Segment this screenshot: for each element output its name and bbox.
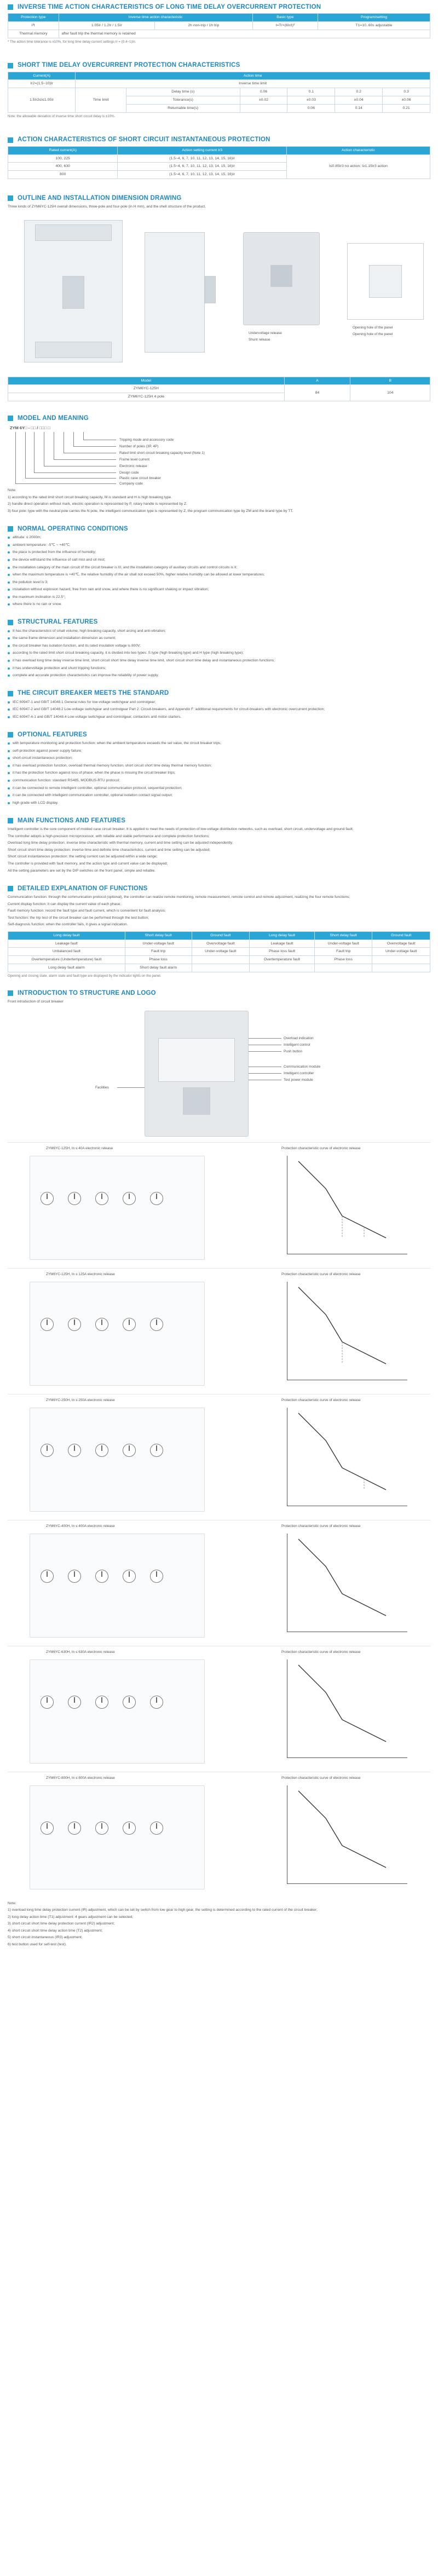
table-header: Model — [8, 377, 285, 385]
section-detail — [8, 883, 430, 981]
table-cell: Under-voltage fault — [372, 948, 430, 956]
list-item: altitude: ≤ 2000m; — [8, 535, 430, 541]
table-cell: Phase loss — [125, 956, 192, 964]
table-cell: after fault trip the thermal memory is retained — [59, 30, 430, 38]
table-header: B — [350, 377, 430, 385]
list-item: IEC 60947-4-1 and GB/T 14048.4 Low-voltage switchgear and controlgear, contactors and motor-starters. — [8, 714, 430, 721]
breaker-photo-handle — [270, 265, 292, 287]
instantaneous-table — [8, 146, 430, 179]
panel-chart-title: Protection characteristic curve of electronic release — [281, 1650, 361, 1654]
release-panel — [8, 1142, 430, 1268]
table-cell: Leakage fault — [250, 940, 315, 948]
section-conditions — [8, 523, 430, 607]
paragraph: The controller adopts a high-precision microprocessor, with reliable and stable performance and complete protection functions; — [8, 834, 210, 838]
dial-knob[interactable] — [95, 1192, 108, 1205]
section-long-delay — [8, 0, 430, 47]
section-model — [8, 412, 430, 514]
table-cell — [192, 964, 250, 972]
panel-title: ZYM6YC-125H, In ≤ 40A electronic release — [46, 1146, 113, 1150]
note-item: 2) handle direct operation without mark, electric operation is represented by P, rotary handle is represented by Z. — [8, 502, 187, 506]
dial-knob[interactable] — [41, 1444, 54, 1457]
section-title: NORMAL OPERATING CONDITIONS — [18, 526, 128, 533]
section-structure — [8, 616, 430, 679]
table-cell: Fault trip — [314, 948, 372, 956]
table-cell: Unbalanced fault — [8, 948, 125, 956]
paragraph: Intelligent controller is the core component of molded case circuit breaker. It is applied to meet the needs of protection of low-voltage distribution networks, such as overload, short circuit, undervoltage and ground fault; — [8, 827, 354, 832]
characteristic-curve — [287, 1156, 407, 1254]
table-cell: (1.5~4, 6, 7, 10, 11, 12, 13, 14, 15, 16)Ir — [118, 171, 286, 179]
list-item: the pollution level is 3; — [8, 580, 430, 586]
outline-drawing — [8, 210, 430, 374]
table-cell: Returnable time(s) — [126, 104, 240, 112]
list-item: the device withstand the influence of salt mist and oil mist; — [8, 557, 430, 563]
characteristic-curve — [287, 1534, 407, 1632]
model-code: ZYM 6Y□ - □□ / □□□ □ — [10, 425, 50, 431]
shunt-label: Shunt release — [249, 337, 270, 342]
main-functions-text — [8, 827, 430, 874]
model-item: Electronic release — [119, 464, 147, 469]
list-item: according to the rated limit short circuit breaking capacity, it is divided into two types: S type (high breaking type) and H type (high breaking type); — [8, 650, 430, 656]
list-item: IEC 60947-2 and GB/T 14048.2 Low-voltage switchgear and controlgear Part 2: Circuit-breakers, and Appendix F: additional requirements for circuit-breakers with electronic overcurrent protection; — [8, 707, 430, 713]
logo-label: Communication module — [284, 1064, 321, 1069]
table-cell: 0.06 — [287, 104, 335, 112]
controller-face — [30, 1534, 205, 1638]
curve-svg — [287, 1659, 408, 1758]
breaker-handle — [183, 1087, 210, 1115]
controller-face — [30, 1408, 205, 1512]
dial-knob[interactable] — [68, 1318, 81, 1331]
logo-label: Facilities — [95, 1085, 109, 1090]
logo-caption: Front introduction of circuit breaker — [8, 999, 64, 1004]
curve-svg — [287, 1534, 408, 1632]
table-header: Long delay fault — [250, 931, 315, 940]
note-title: Note: — [8, 1901, 16, 1905]
panel-title: ZYM6YC-125H, In ≤ 125A electronic release — [46, 1272, 115, 1276]
table-header: Action time — [76, 72, 430, 80]
section-marker-icon — [8, 195, 13, 201]
model-diagram — [8, 424, 430, 486]
table-cell: 800 — [8, 171, 118, 179]
section-title: INVERSE TIME ACTION CHARACTERISTICS OF LONG TIME DELAY OVERCURRENT PROTECTION — [18, 3, 321, 10]
section-title: INTRODUCTION TO STRUCTURE AND LOGO — [18, 989, 156, 996]
list-item: short-circuit instantaneous protection; — [8, 756, 430, 762]
panel-chart-title: Protection characteristic curve of electronic release — [281, 1524, 361, 1528]
table-cell — [250, 964, 315, 972]
table-cell: Under-voltage fault — [192, 948, 250, 956]
release-panel — [8, 1520, 430, 1646]
curve-svg — [287, 1156, 408, 1254]
list-item: where there is no rain or snow. — [8, 602, 430, 608]
list-item: it has undervoltage protection and shunt tripping functions; — [8, 666, 430, 672]
dial-knob[interactable] — [95, 1822, 108, 1835]
table-cell: Under-voltage fault — [314, 940, 372, 948]
dial-knob[interactable] — [95, 1570, 108, 1583]
release-panel — [8, 1772, 430, 1898]
table-cell: Overvoltage fault — [372, 940, 430, 948]
controller-face — [30, 1156, 205, 1260]
list-item: high grade with LCD display. — [8, 800, 430, 806]
controller-face — [30, 1659, 205, 1764]
paragraph: Communication function: through the communication protocol (optional), the controller can realize remote monitoring, remote measurement, remote control and remote adjustment, realizing the four remote functions; — [8, 895, 350, 900]
section-title: MODEL AND MEANING — [18, 414, 89, 422]
model-notes — [8, 488, 430, 514]
breaker-side-view — [145, 232, 205, 353]
table-cell: 100, 225 — [8, 154, 118, 163]
breaker-handle — [62, 276, 84, 309]
table-cell: Overvoltage fault — [192, 940, 250, 948]
table-cell: t=Tr×(6Ir/I)² — [252, 21, 318, 30]
note-item: 6) test button used for self-test (test). — [8, 1942, 67, 1946]
panel-opening-label: Opening hole of the panel — [353, 325, 393, 330]
dial-knob[interactable] — [123, 1318, 136, 1331]
table-cell: Inverse time limit — [76, 80, 430, 88]
characteristic-curve — [287, 1659, 407, 1758]
table-header: Short delay fault — [125, 931, 192, 940]
dial-knob[interactable] — [41, 1696, 54, 1709]
table-header: Current(A) — [8, 72, 76, 80]
footer-notes — [8, 1901, 430, 1948]
table-header: Basic type — [252, 14, 318, 22]
dial-knob[interactable] — [41, 1318, 54, 1331]
note-item: 3) short circuit short time delay protection current (IR2) adjustment; — [8, 1922, 115, 1926]
paragraph: Short circuit instantaneous protection: the setting current can be adjusted within a wide range; — [8, 855, 158, 859]
optional-list — [8, 741, 430, 806]
list-item: It has the characteristics of small volume, high breaking capacity, short arcing and anti-vibration; — [8, 629, 430, 635]
controller-face — [30, 1785, 205, 1889]
section-marker-icon — [8, 886, 13, 891]
controller-face — [30, 1282, 205, 1386]
section-marker-icon — [8, 137, 13, 143]
table-header: Action setting current Ir3 — [118, 146, 286, 154]
list-item: it can be connected to remote intelligent controller, optional communication protocol, sequential protection; — [8, 786, 430, 792]
note-item: 4) short circuit short time delay action time (T2) adjustment; — [8, 1928, 103, 1933]
note-item: 1) according to the rated limit short circuit breaking capacity, M is standard and H is high breaking type. — [8, 495, 172, 499]
dial-knob[interactable] — [95, 1444, 108, 1457]
paragraph: All the setting parameters are set by the DIP switches on the front panel, simple and reliable. — [8, 868, 155, 873]
table-cell: (1.5~4, 6, 7, 10, 11, 12, 13, 14, 15, 16)Ir — [118, 163, 286, 171]
list-item: it has the protection function against loss of phase; when the phase is missing the circuit breaker trips; — [8, 770, 430, 776]
model-item: Rated limit short circuit breaking capacity level (Note 1) — [119, 451, 205, 456]
release-panel — [8, 1268, 430, 1394]
breaker-side-handle — [205, 276, 216, 303]
section-marker-icon — [8, 620, 13, 625]
curve-svg — [287, 1408, 408, 1506]
table-cell: Long delay fault alarm — [8, 964, 125, 972]
standards-list — [8, 700, 430, 721]
panel-chart-title: Protection characteristic curve of electronic release — [281, 1272, 361, 1276]
list-item: it has overload protection function, overload thermal memory function, short circuit short time delay thermal memory function; — [8, 763, 430, 769]
section-title: OPTIONAL FEATURES — [18, 731, 87, 738]
section-marker-icon — [8, 63, 13, 68]
table-note: * The action time tolerance is ±10%, for long time delay current settings Ir = (0.4~1)In. — [8, 39, 136, 44]
table-cell: Under-voltage fault — [125, 940, 192, 948]
table-cell: 104 — [350, 385, 430, 401]
list-item: it has overload long time delay inverse time limit, short circuit short time delay inverse time limit, short circuit short time delay and instantaneous protection functions; — [8, 658, 430, 664]
table-cell — [314, 964, 372, 972]
table-cell: 84 — [284, 385, 350, 401]
conditions-list — [8, 535, 430, 607]
table-cell: 2h non-trip / 1h trip — [155, 21, 253, 30]
section-marker-icon — [8, 526, 13, 532]
logo-label: Overload indication — [284, 1036, 314, 1040]
dial-knob[interactable] — [123, 1570, 136, 1583]
table-cell: Overtemperature (Undertemperature) fault — [8, 956, 125, 964]
model-item: Tripping mode and accessory code — [119, 438, 174, 442]
table-header: Short delay fault — [314, 931, 372, 940]
table-cell: Time limit — [76, 88, 126, 113]
paragraph: Current display function: it can display the current value of each phase; — [8, 902, 122, 906]
table-cell: I≤0.85Ir3 no action; I≥1.15Ir3 action — [286, 154, 430, 179]
dial-knob[interactable] — [68, 1822, 81, 1835]
panel-chart-title: Protection characteristic curve of electronic release — [281, 1146, 361, 1150]
long-delay-table — [8, 13, 430, 38]
table-header: Rated current(A) — [8, 146, 118, 154]
panel-title: ZYM6YC-800H, In ≤ 800A electronic release — [46, 1776, 115, 1780]
panel-title: ZYM6YC-630H, In ≤ 630A electronic release — [46, 1650, 115, 1654]
section-marker-icon — [8, 732, 13, 737]
logo-label: Test power module — [284, 1077, 313, 1082]
table-cell: 0.2 — [335, 88, 383, 96]
dial-knob[interactable] — [150, 1822, 163, 1835]
list-item: the place is protected from the influence of humidity; — [8, 550, 430, 556]
characteristic-curve — [287, 1282, 407, 1380]
release-panels — [8, 1142, 430, 1898]
table-cell: ZYM6YC-125H — [8, 385, 285, 393]
note-title: Note: — [8, 488, 16, 493]
table-cell: Tolerance(s) — [126, 96, 240, 105]
note-item: 3) four pole: type with the neutral pole carries the N pole, the intelligent communication type is represented by Z, the program communication type by ZM and the brand type by TT. — [8, 509, 293, 513]
dial-knob[interactable] — [123, 1696, 136, 1709]
model-item: Design code — [119, 471, 139, 475]
table-cell: Delay time (s) — [126, 88, 240, 96]
table-cell: T1=10..60s adjustable — [318, 21, 430, 30]
table-cell: Leakage fault — [8, 940, 125, 948]
dial-knob[interactable] — [150, 1192, 163, 1205]
structure-list — [8, 629, 430, 679]
dial-knob[interactable] — [41, 1570, 54, 1583]
table-cell: ±0.03 — [287, 96, 335, 105]
section-title: SHORT TIME DELAY OVERCURRENT PROTECTION CHARACTERISTICS — [18, 62, 240, 69]
dial-knob[interactable] — [41, 1822, 54, 1835]
section-title: ACTION CHARACTERISTICS OF SHORT CIRCUIT INSTANTANEOUS PROTECTION — [18, 136, 270, 143]
table-header: Action characteristic — [286, 146, 430, 154]
table-cell: ±0.06 — [383, 96, 430, 105]
table-header: Protection type — [8, 14, 59, 22]
logo-label: Intelligent control — [284, 1042, 310, 1047]
breaker-terminals-bottom — [35, 342, 112, 358]
table-header: Long delay fault — [8, 931, 125, 940]
table-header: A — [284, 377, 350, 385]
dial-knob[interactable] — [150, 1318, 163, 1331]
table-cell: ZYM6YC-125H 4 pole — [8, 393, 285, 401]
paragraph: Self-diagnosis function: when the controller fails, it gives a signal indication. — [8, 923, 128, 927]
table-cell: Overtemperature fault — [250, 956, 315, 964]
fault-table — [8, 931, 430, 972]
dial-knob[interactable] — [95, 1318, 108, 1331]
paragraph: Test function: the trip test of the circuit breaker can be performed through the test button; — [8, 915, 149, 920]
table-header: Program/setting — [318, 14, 430, 22]
table-note: Note: the allowable deviation of inverse time short circuit delay is ±10%. — [8, 114, 116, 118]
table-cell: Thermal memory — [8, 30, 59, 38]
section-title: STRUCTURAL FEATURES — [18, 619, 98, 626]
paragraph: Fault memory function: record the fault type and fault current, which is convenient for fault analysis; — [8, 909, 166, 913]
curve-svg — [287, 1282, 408, 1380]
section-structure-logo — [8, 987, 430, 1947]
dial-knob[interactable] — [41, 1192, 54, 1205]
list-item: ambient temperature: -5℃ ~ +40℃; — [8, 543, 430, 549]
model-item: Plastic case circuit breaker — [119, 476, 162, 481]
list-item: complete and accurate protection characteristics can improve the reliability of power supply. — [8, 673, 430, 679]
panel-title: ZYM6YC-250H, In ≤ 250A electronic release — [46, 1398, 115, 1402]
table-cell: Ir2=(1.5~10)Ir — [8, 80, 76, 88]
list-item: the circuit breaker has isolation function, and its rated insulation voltage is 800V; — [8, 643, 430, 649]
note-item: 5) short circuit instantaneous (IR3) adjustment; — [8, 1935, 83, 1940]
logo-label: Push button — [284, 1049, 303, 1053]
characteristic-curve — [287, 1785, 407, 1884]
table-cell: 0.06 — [240, 88, 287, 96]
undervoltage-label: Undervoltage release — [249, 331, 282, 335]
curve-svg — [287, 1785, 408, 1884]
table-cell: 0.3 — [383, 88, 430, 96]
table-cell: 1.05Ir / 1.2Ir / 1.5Ir — [59, 21, 155, 30]
section-outline — [8, 192, 430, 401]
table-cell: Phase loss — [314, 956, 372, 964]
table-header: Ground fault — [372, 931, 430, 940]
model-item: Number of poles (3P, 4P) — [119, 445, 159, 449]
note-item: 2) long delay action time (T1) adjustment: 4 gears adjustment can be selected; — [8, 1915, 134, 1919]
section-marker-icon — [8, 818, 13, 823]
table-cell: (1.5~4, 6, 7, 10, 11, 12, 13, 14, 15, 16)Ir — [118, 154, 286, 163]
outline-caption: Three kinds of ZYM6YC-125H overall dimensions, three-pole and four-pole (in H mm), and the shell structure of the product. — [8, 205, 206, 209]
dial-knob[interactable] — [123, 1822, 136, 1835]
list-item: with temperature monitoring and protection function: when the ambient temperature exceeds the set value, the circuit breaker trips; — [8, 741, 430, 747]
table-cell: ±0.02 — [240, 96, 287, 105]
paragraph: Short circuit short time delay protection: inverse time and definite time characteristics, current and time setting can be adjusted; — [8, 848, 211, 852]
table-cell: 0.1 — [287, 88, 335, 96]
table-cell: Phase loss fault — [250, 948, 315, 956]
dial-knob[interactable] — [95, 1696, 108, 1709]
table-note: Opening and closing state, alarm state and fault type are displayed by the indicator lights on the panel. — [8, 974, 162, 978]
dial-knob[interactable] — [68, 1696, 81, 1709]
panel-chart-title: Protection characteristic curve of electronic release — [281, 1776, 361, 1780]
section-marker-icon — [8, 691, 13, 696]
release-panel — [8, 1394, 430, 1520]
paragraph: The controller is provided with fault memory, and the action type and current value can be displayed; — [8, 861, 168, 866]
list-item: the same-frame dimension and installation dimension as current; — [8, 636, 430, 642]
section-marker-icon — [8, 990, 13, 996]
table-cell: 400, 630 — [8, 163, 118, 171]
model-item: Frame level current — [119, 458, 150, 462]
controller-panel — [158, 1038, 235, 1082]
table-cell — [192, 956, 250, 964]
section-title: OUTLINE AND INSTALLATION DIMENSION DRAWING — [18, 194, 182, 201]
front-introduction — [8, 1005, 430, 1142]
table-cell: I²t — [8, 21, 59, 30]
dial-knob[interactable] — [150, 1444, 163, 1457]
section-short-delay — [8, 60, 430, 121]
paragraph: Overload long time delay protection: inverse time characteristic with thermal memory, current and time setting can be adjusted independently; — [8, 841, 233, 845]
table-header: Inverse time action characteristic — [59, 14, 252, 22]
dial-knob[interactable] — [150, 1696, 163, 1709]
detail-text — [8, 895, 430, 928]
dial-knob[interactable] — [123, 1444, 136, 1457]
section-main-functions — [8, 815, 430, 874]
table-cell — [240, 104, 287, 112]
section-optional — [8, 729, 430, 806]
section-title: MAIN FUNCTIONS AND FEATURES — [18, 817, 126, 824]
section-marker-icon — [8, 416, 13, 421]
table-cell: Fault trip — [125, 948, 192, 956]
section-title: DETAILED EXPLANATION OF FUNCTIONS — [18, 885, 148, 892]
model-item: Company code — [119, 482, 143, 486]
panel-opening-hole — [369, 265, 402, 298]
table-cell: 1.5Ir2≤I≤1.05Ir — [8, 88, 76, 113]
list-item: communication function: standard RS485, MODBUS-RTU protocol; — [8, 778, 430, 784]
table-cell: Short delay fault alarm — [125, 964, 192, 972]
list-item: IEC 60947-1 and GB/T 14048.1 General rules for low-voltage switchgear and controlgear; — [8, 700, 430, 706]
dial-knob[interactable] — [150, 1570, 163, 1583]
section-title: THE CIRCUIT BREAKER MEETS THE STANDARD — [18, 690, 169, 697]
dial-knob[interactable] — [123, 1192, 136, 1205]
release-panel — [8, 1646, 430, 1772]
table-cell: 0.14 — [335, 104, 383, 112]
list-item: it can be connected with intelligent communication controller, optional isolation contact signal output; — [8, 793, 430, 799]
logo-label: Intelligent controller — [284, 1071, 314, 1075]
panel-opening-label-2: Opening hole of the panel — [353, 332, 393, 336]
panel-chart-title: Protection characteristic curve of electronic release — [281, 1398, 361, 1402]
panel-title: ZYM6YC-400H, In ≤ 400A electronic release — [46, 1524, 115, 1528]
list-item: installation without explosion hazard, free from rain and snow, and where there is no significant shaking or impact vibration; — [8, 587, 430, 593]
characteristic-curve — [287, 1408, 407, 1506]
short-delay-table — [8, 72, 430, 113]
section-instantaneous — [8, 134, 430, 179]
table-cell — [372, 964, 430, 972]
note-item: 1) overload long time delay protection current (IR) adjustment, which can be set by switch from low gear to high gear, the setting is determined according to the rated current of the circuit breaker; — [8, 1908, 318, 1912]
list-item: the maximum inclination is 22.5°; — [8, 595, 430, 601]
table-cell — [372, 956, 430, 964]
section-marker-icon — [8, 4, 13, 10]
dial-knob[interactable] — [68, 1570, 81, 1583]
table-header: Ground fault — [192, 931, 250, 940]
section-standards — [8, 688, 430, 721]
list-item: the installation category of the main circuit of the circuit breaker is III, and the installation category of auxiliary circuits and control circuits is II; — [8, 565, 430, 571]
list-item: self-protection against power supply failure; — [8, 748, 430, 754]
outline-table — [8, 377, 430, 402]
list-item: when the maximum temperature is +40℃, the relative humidity of the air shall not exceed 50%, higher relative humidity can be allowed at lower temperatures; — [8, 572, 430, 578]
breaker-terminals-top — [35, 224, 112, 241]
table-cell: ±0.04 — [335, 96, 383, 105]
dial-knob[interactable] — [68, 1192, 81, 1205]
table-cell: 0.21 — [383, 104, 430, 112]
dial-knob[interactable] — [68, 1444, 81, 1457]
